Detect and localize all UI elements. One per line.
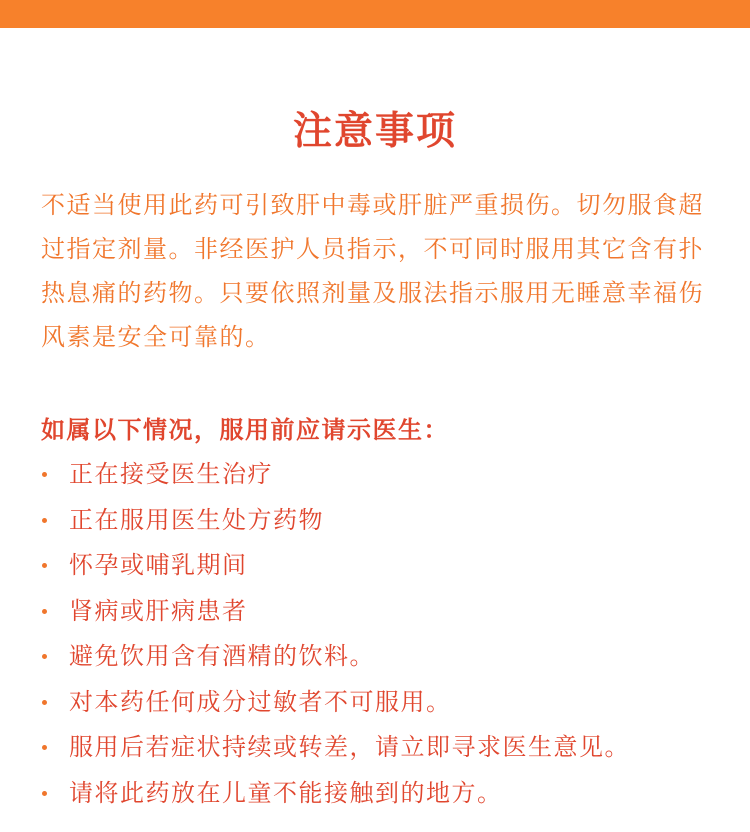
- bullet-icon: [42, 518, 47, 523]
- bullet-icon: [42, 745, 47, 750]
- warning-paragraph: 不适当使用此药可引致肝中毒或肝脏严重损伤。切勿服食超过指定剂量。非经医护人员指示，不可同时服用其它含有扑热息痛的药物。只要依照剂量及服法指示服用无睡意幸福伤风素是安全可靠的。: [41, 191, 704, 351]
- bullet-icon: [42, 472, 47, 477]
- list-item-label: 请将此药放在儿童不能接触到的地方。: [69, 778, 503, 807]
- bullet-icon: [42, 609, 47, 614]
- list-item: [41, 498, 721, 544]
- bullet-icon: [42, 791, 47, 796]
- top-accent-bar: [0, 0, 750, 28]
- list-item-label: 避免饮用含有酒精的饮料。: [69, 642, 375, 670]
- precaution-list: [41, 452, 721, 816]
- list-item-label: 服用后若症状持续或转差，请立即寻求医生意见。: [69, 733, 630, 761]
- list-item: [41, 725, 721, 771]
- list-item-label: 肾病或肝病患者: [69, 596, 248, 625]
- list-item: [41, 634, 721, 680]
- list-item-label: 怀孕或哺乳期间: [69, 551, 248, 579]
- bullet-icon: [42, 563, 47, 568]
- list-item-label: 正在接受医生治疗: [69, 460, 273, 488]
- bullet-icon: [42, 654, 47, 659]
- list-item-label: 对本药任何成分过敏者不可服用。: [69, 687, 452, 716]
- bullet-icon: [42, 700, 47, 705]
- list-item-label: 正在服用医生处方药物: [69, 505, 324, 534]
- list-item: [41, 680, 721, 726]
- consult-heading: 如属以下情况，服用前应请示医生：: [41, 416, 449, 444]
- page-title: 注意事项: [292, 109, 457, 154]
- list-item: [41, 771, 721, 817]
- list-item: [41, 543, 721, 589]
- list-item: [41, 589, 721, 635]
- list-item: [41, 452, 721, 498]
